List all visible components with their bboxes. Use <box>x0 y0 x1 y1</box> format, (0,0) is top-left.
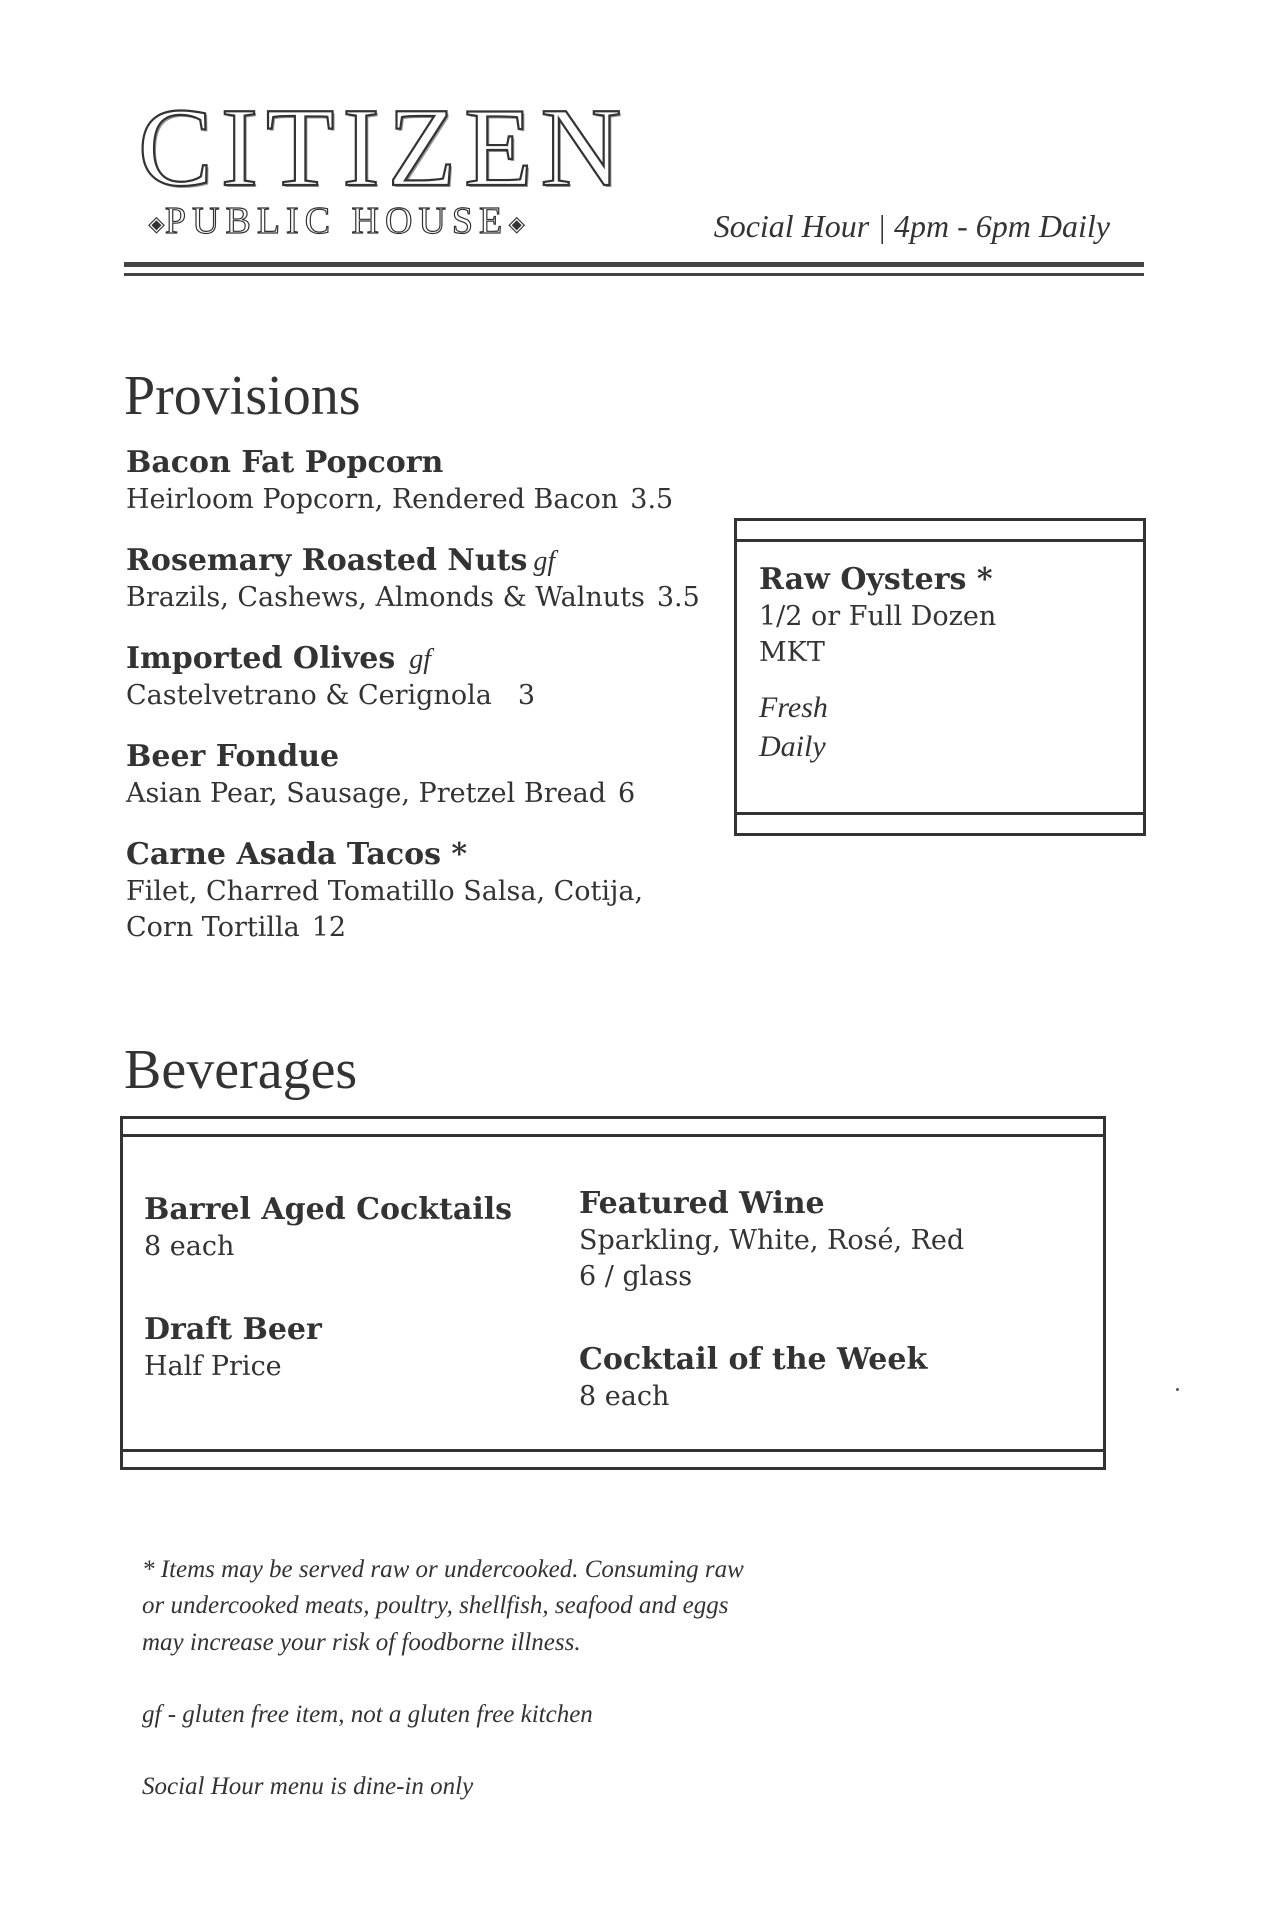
logo-sub-text: PUBLIC HOUSE <box>164 200 509 242</box>
item-name-row <box>126 542 700 580</box>
menu-item <box>126 542 700 616</box>
beverage-item <box>144 1191 512 1265</box>
item-price: 3 <box>517 679 536 711</box>
item-name: Carne Asada Tacos * <box>126 837 468 872</box>
item-desc-text: Brazils, Cashews, Almonds & Walnuts <box>126 581 645 613</box>
item-name-row <box>126 640 535 678</box>
beverages-box <box>120 1116 1106 1470</box>
menu-item <box>126 836 643 946</box>
beverage-item <box>579 1341 927 1415</box>
diamond-right-icon: ◈ <box>508 211 526 237</box>
gf-note: gf - gluten free item, not a gluten free kitchen <box>142 1700 593 1728</box>
item-price: 12 <box>311 911 347 943</box>
item-price: 6 <box>618 777 636 809</box>
oysters-name: Raw Oysters * <box>759 562 993 597</box>
box-rule-bottom <box>123 1449 1103 1452</box>
item-desc-line2 <box>126 910 643 946</box>
beverage-price: 8 each <box>579 1380 670 1412</box>
item-desc-text: Asian Pear, Sausage, Pretzel Bread <box>126 777 606 809</box>
item-price: 3.5 <box>656 581 700 613</box>
header-rule-bottom <box>124 273 1144 276</box>
menu-item <box>126 738 635 812</box>
gf-tag: gf <box>533 546 556 577</box>
raw-warning-line-1: * Items may be served raw or undercooked. Consuming raw <box>142 1556 744 1583</box>
beverage-item <box>144 1311 322 1385</box>
oysters-content <box>759 561 996 766</box>
beverage-price: Half Price <box>144 1350 282 1382</box>
stray-dot <box>1176 1388 1179 1391</box>
box-rule-bottom <box>737 812 1143 815</box>
provisions-title: Provisions <box>124 365 361 427</box>
item-desc <box>126 678 535 714</box>
beverage-name: Draft Beer <box>144 1312 322 1347</box>
beverage-price: 8 each <box>144 1230 235 1262</box>
raw-warning-line-2: or undercooked meats, poultry, shellfish, seafood and eggs <box>142 1592 729 1620</box>
item-name: Rosemary Roasted Nuts <box>126 543 528 578</box>
raw-oysters-box <box>734 518 1146 836</box>
item-desc <box>126 580 700 616</box>
item-desc-text: Corn Tortilla <box>126 911 300 943</box>
beverages-title: Beverages <box>124 1039 358 1101</box>
dine-in-note: Social Hour menu is dine-in only <box>142 1773 474 1800</box>
item-name: Imported Olives <box>126 641 396 676</box>
beverage-name: Featured Wine <box>579 1186 825 1221</box>
logo-public-house <box>148 202 525 240</box>
item-desc-text: Heirloom Popcorn, Rendered Bacon <box>126 483 619 515</box>
item-name: Beer Fondue <box>126 739 340 774</box>
oysters-price: MKT <box>759 636 825 668</box>
beverage-desc: Sparkling, White, Rosé, Red <box>579 1224 965 1256</box>
oysters-note-1: Fresh <box>759 691 828 725</box>
item-desc <box>126 482 673 518</box>
footnotes <box>142 1552 744 1805</box>
beverage-price: 6 / glass <box>579 1260 693 1292</box>
header-rule-top <box>124 262 1144 267</box>
item-name: Bacon Fat Popcorn <box>126 445 444 480</box>
item-desc: Filet, Charred Tomatillo Salsa, Cotija, <box>126 875 644 907</box>
raw-warning-line-3: may increase your risk of foodborne illness. <box>142 1628 581 1656</box>
beverage-name: Barrel Aged Cocktails <box>144 1192 513 1227</box>
item-desc-text: Castelvetrano & Cerignola <box>126 679 492 711</box>
social-hour-tagline: Social Hour | 4pm - 6pm Daily <box>713 208 1110 244</box>
oysters-note-2: Daily <box>759 729 826 763</box>
oysters-size: 1/2 or Full Dozen <box>759 600 997 632</box>
diamond-left-icon: ◈ <box>148 211 165 237</box>
menu-item <box>126 444 673 518</box>
gf-tag: gf <box>409 644 432 675</box>
item-desc <box>126 776 635 812</box>
logo-citizen: CITIZEN <box>138 86 630 210</box>
box-rule-top <box>123 1134 1103 1137</box>
menu-item <box>126 640 535 714</box>
box-rule-top <box>737 539 1143 542</box>
beverage-item <box>579 1185 964 1295</box>
item-price: 3.5 <box>630 483 674 515</box>
beverage-name: Cocktail of the Week <box>579 1342 928 1377</box>
